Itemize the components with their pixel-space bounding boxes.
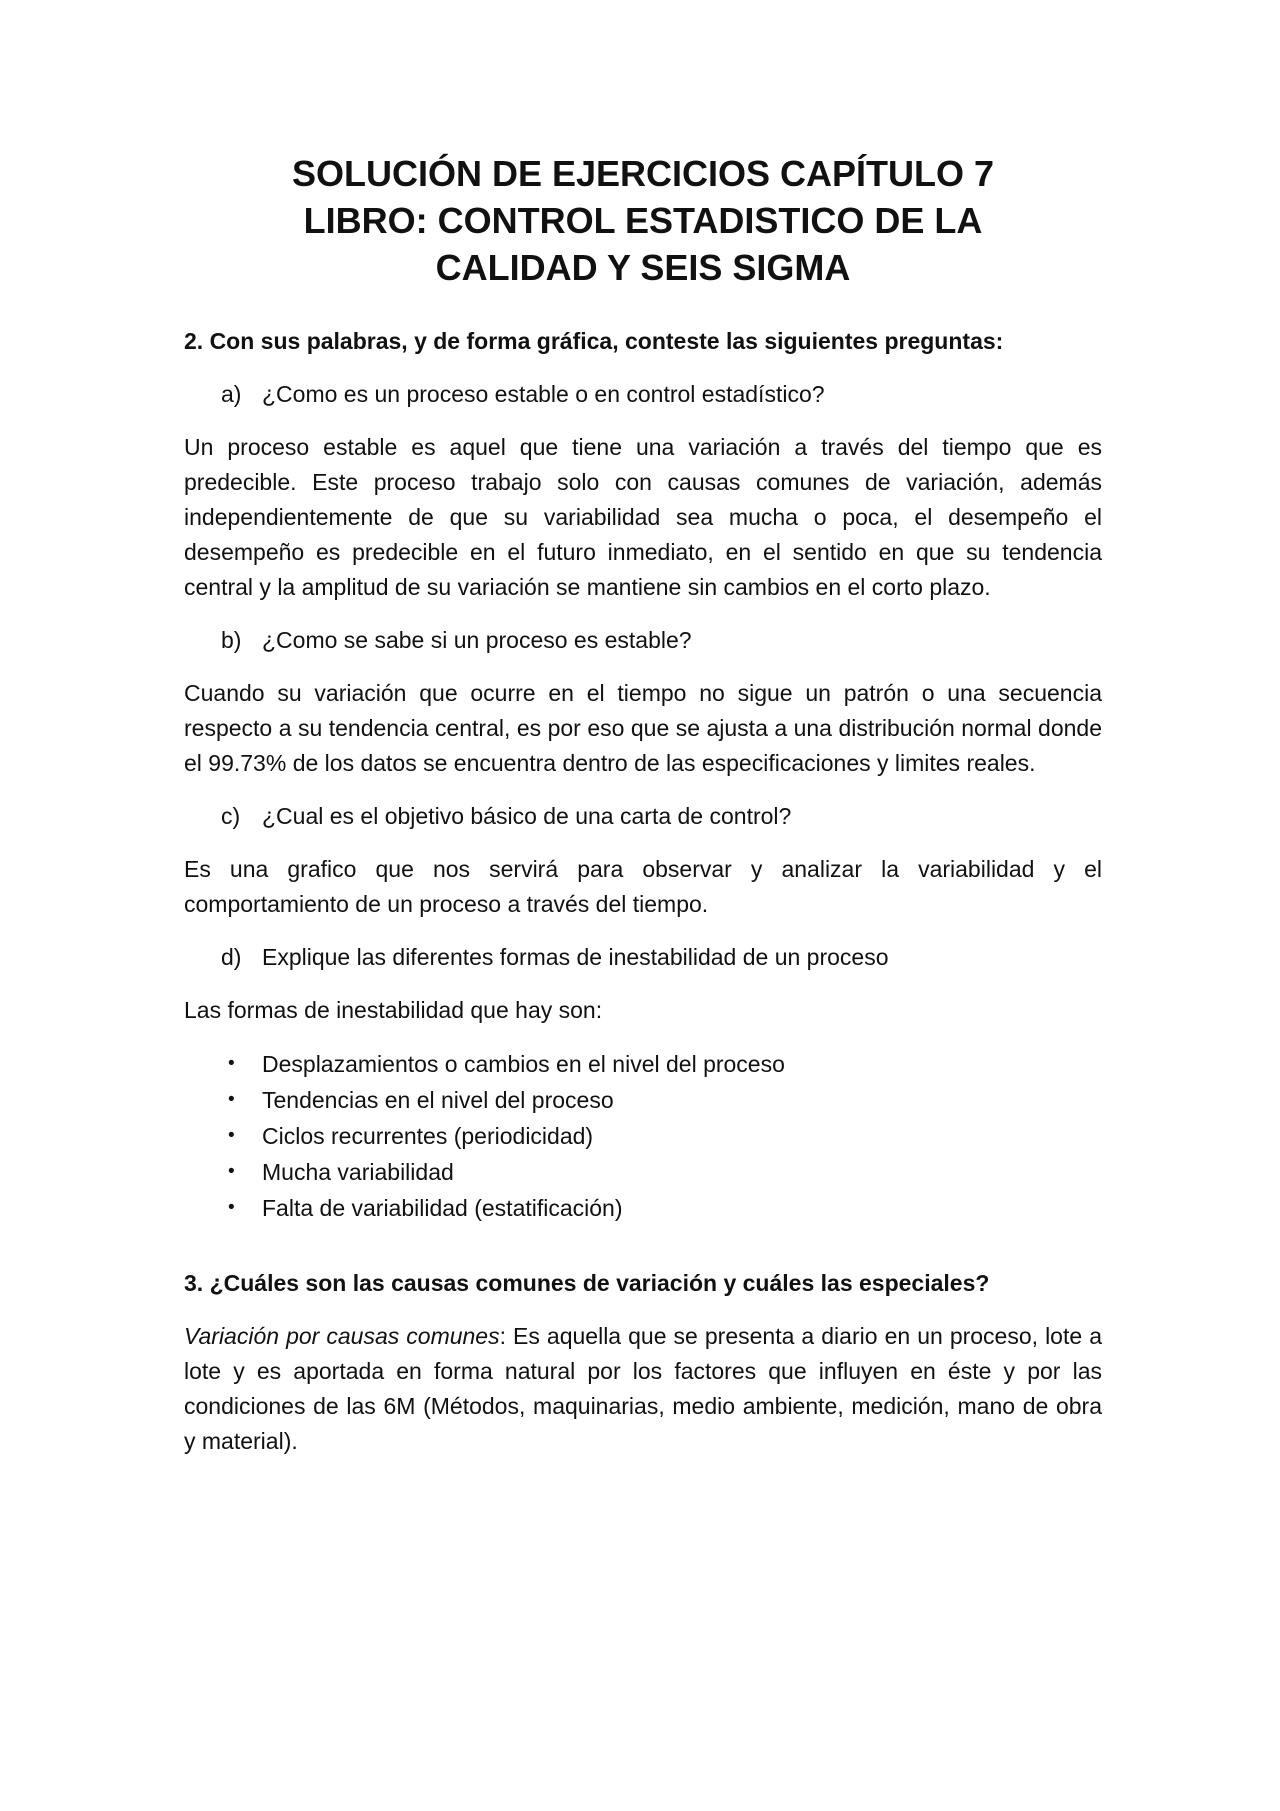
answer-3	[184, 1319, 1102, 1459]
instability-list	[184, 1046, 1102, 1226]
list-item-text: Tendencias en el nivel del proceso	[262, 1087, 614, 1113]
bullet-icon: •	[228, 1053, 235, 1074]
bullet-icon: •	[228, 1197, 235, 1218]
title-line-3: CALIDAD Y SEIS SIGMA	[435, 247, 851, 288]
subquestion-d-letter: d)	[221, 944, 242, 970]
subquestion-c	[221, 799, 1102, 834]
subquestion-c-letter: c)	[221, 803, 241, 829]
subquestion-a-letter: a)	[221, 381, 242, 407]
list-item	[184, 1154, 1102, 1190]
subquestion-d	[221, 940, 1102, 975]
subquestion-c-text: ¿Cual es el objetivo básico de una carta de control?	[262, 803, 792, 829]
bullet-icon: •	[228, 1089, 235, 1110]
subquestion-a	[221, 377, 1102, 412]
title-line-1: SOLUCIÓN DE EJERCICIOS CAPÍTULO 7	[291, 153, 995, 194]
list-item-text: Ciclos recurrentes (periodicidad)	[262, 1123, 594, 1149]
subquestion-a-text: ¿Como es un proceso estable o en control estadístico?	[262, 381, 825, 407]
list-item-text: Falta de variabilidad (estatificación)	[262, 1195, 623, 1221]
question-2-heading: 2. Con sus palabras, y de forma gráfica, conteste las siguientes preguntas:	[184, 328, 1004, 354]
subquestion-b-letter: b)	[221, 627, 242, 653]
list-item	[184, 1082, 1102, 1118]
common-causes-term: Variación por causas comunes	[184, 1323, 500, 1349]
bullet-icon: •	[228, 1161, 235, 1182]
subquestion-b-text: ¿Como se sabe si un proceso es estable?	[262, 627, 692, 653]
list-item-text: Mucha variabilidad	[262, 1159, 454, 1185]
document-title	[184, 150, 1102, 291]
list-item-text: Desplazamientos o cambios en el nivel del proceso	[262, 1051, 785, 1077]
subquestion-d-text: Explique las diferentes formas de inestabilidad de un proceso	[262, 944, 889, 970]
common-causes-text: : Es aquella que se presenta a diario en un proceso, lote a lote y es aportada en forma natural por los factores que influyen en éste y por las condiciones de las 6M (Métodos, maquinarias, medio ambiente, medición, mano de obra y material).	[184, 1323, 1102, 1454]
list-item	[184, 1046, 1102, 1082]
answer-b: Cuando su variación que ocurre en el tiempo no sigue un patrón o una secuencia respecto a su tendencia central, es por eso que se ajusta a una distribución normal donde el 99.73% de los datos se encuentra dentro de las especificaciones y limites reales.	[184, 680, 1102, 776]
question-3-heading: 3. ¿Cuáles son las causas comunes de variación y cuáles las especiales?	[184, 1270, 990, 1296]
title-line-2: LIBRO: CONTROL ESTADISTICO DE LA	[303, 200, 983, 241]
answer-c: Es una grafico que nos servirá para observar y analizar la variabilidad y el comportamiento de un proceso a través del tiempo.	[184, 856, 1102, 917]
document-content	[184, 150, 1102, 1477]
bullet-icon: •	[228, 1125, 235, 1146]
answer-d-intro: Las formas de inestabilidad que hay son:	[184, 997, 603, 1023]
list-item	[184, 1190, 1102, 1226]
list-item	[184, 1118, 1102, 1154]
subquestion-b	[221, 623, 1102, 658]
answer-a: Un proceso estable es aquel que tiene una variación a través del tiempo que es predecible. Este proceso trabajo solo con causas comunes de variación, además independientemente de que su variabilidad sea mucha o poca, el desempeño el desempeño es predecible en el futuro inmediato, en el sentido en que su tendencia central y la amplitud de su variación se mantiene sin cambios en el corto plazo.	[184, 434, 1102, 600]
